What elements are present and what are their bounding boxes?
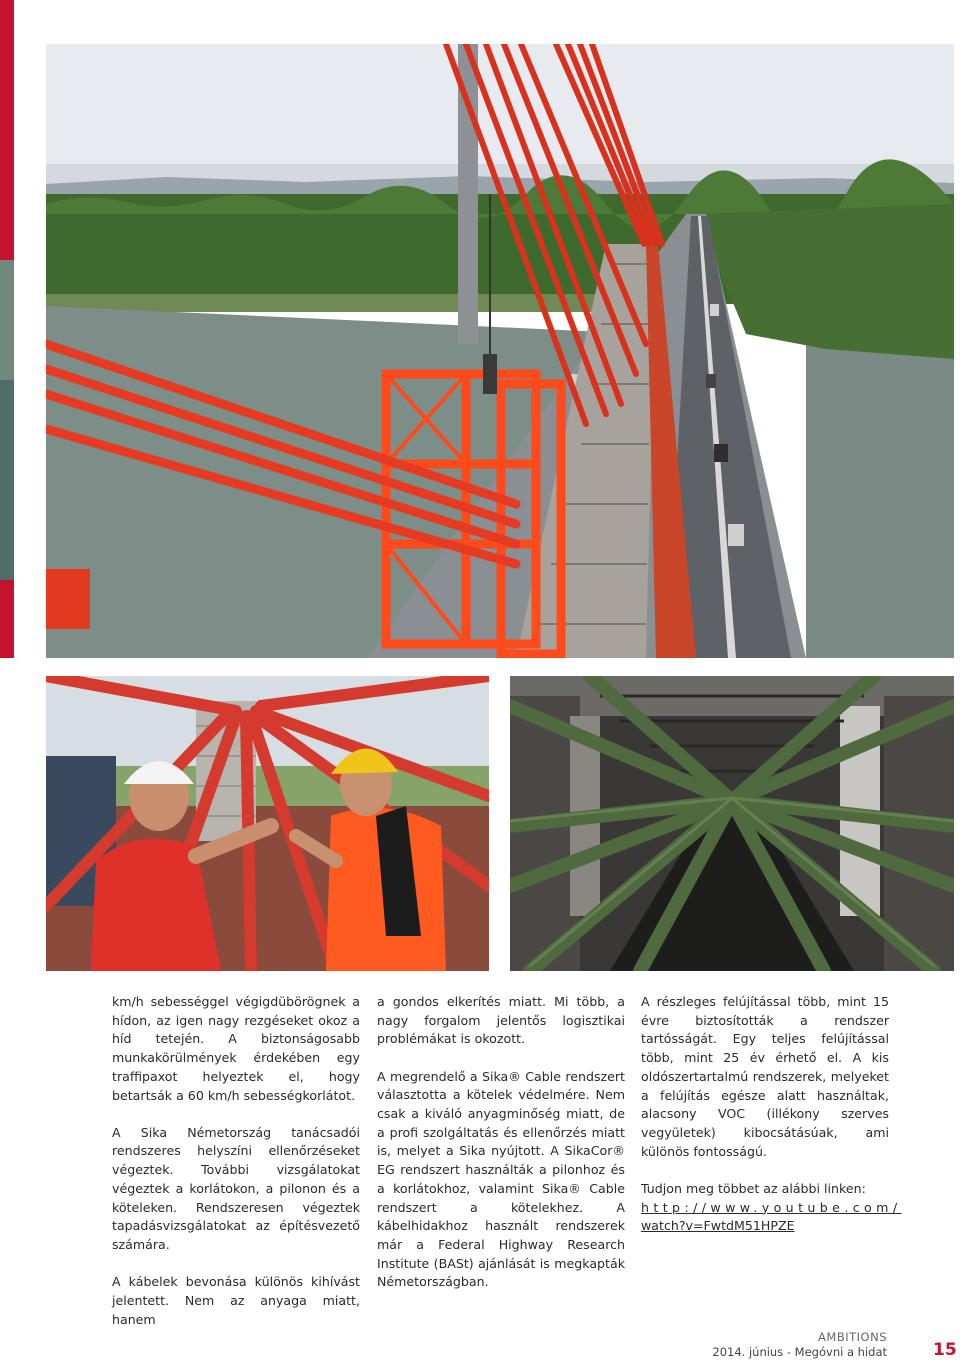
link-intro: Tudjon meg többet az alábbi linken: xyxy=(641,1180,866,1196)
paragraph: A részleges felújítással több, mint 15 évre biztosították a rendszer tartósságát. Egy teljes felújítással több, mint 25 év érhető el. A kis oldószertartalmú rendszerek, melyeket a felújítás egésze alatt használtak, alacsony VOC (illékony szerves vegyületek) kibocsátásúak, ami különös fontosságú. xyxy=(641,994,889,1159)
magazine-name: AMBITIONS xyxy=(818,1330,887,1344)
paragraph: A Sika Németország tanácsadói rendszeres helyszíni ellenőrzéseket végeztek. További vizsgálatokat végeztek a korlátokon, a pilonon és a köteleken. Rendszeresen végeztek tapadásvizsgálatokat az építésvezető számára. xyxy=(112,1124,360,1252)
bridge-aerial-photo xyxy=(46,44,954,658)
paragraph: A kábelek bevonása különös kihívást jelentett. Nem az anyaga miatt, hanem xyxy=(112,1274,360,1327)
issue-title: 2014. június - Megóvni a hidat xyxy=(712,1345,887,1359)
text-column-3 xyxy=(641,993,902,1236)
green-cables-perspective-photo xyxy=(510,676,954,971)
text-column-1 xyxy=(112,993,360,1348)
youtube-link-line-2[interactable]: watch?v=FwtdM51HPZE xyxy=(641,1218,795,1234)
text-column-2 xyxy=(377,993,625,1311)
paragraph: a gondos elkerítés miatt. Mi több, a nagy forgalom jelentős logisztikai problémákat is okozott. xyxy=(377,994,625,1047)
page-footer xyxy=(712,1330,887,1360)
left-edge-strip xyxy=(0,0,14,658)
paragraph: A megrendelő a Sika® Cable rendszert választotta a kötelek védelmére. Nem csak a kiváló anyagminőség miatt, de a profi szolgáltatás és ellenőrzés miatt is, melyet a Sika nyújtott. A SikaCor® EG rendszert használták a pilonhoz és a korlátokhoz, valamint Sika® Cable rendszert a kötelekhez. A kábelhidakhoz használt rendszerek már a Federal Highway Research Institute (BASt) ajánlását is megkapták Németországban. xyxy=(377,1068,625,1290)
paragraph: km/h sebességgel végigdübörögnek a hídon, az igen nagy rezgéseket okoz a híd tetején. A biztonságosabb munkakörülmények érdekében egy traffipaxot helyeztek el, hogy betartsák a 60 km/h sebességkorlátot. xyxy=(112,994,360,1103)
page-number: 15 xyxy=(933,1340,957,1360)
workers-inspecting-cables-photo xyxy=(46,676,489,971)
youtube-link-line-1[interactable]: http://www.youtube.com/ xyxy=(641,1199,902,1215)
